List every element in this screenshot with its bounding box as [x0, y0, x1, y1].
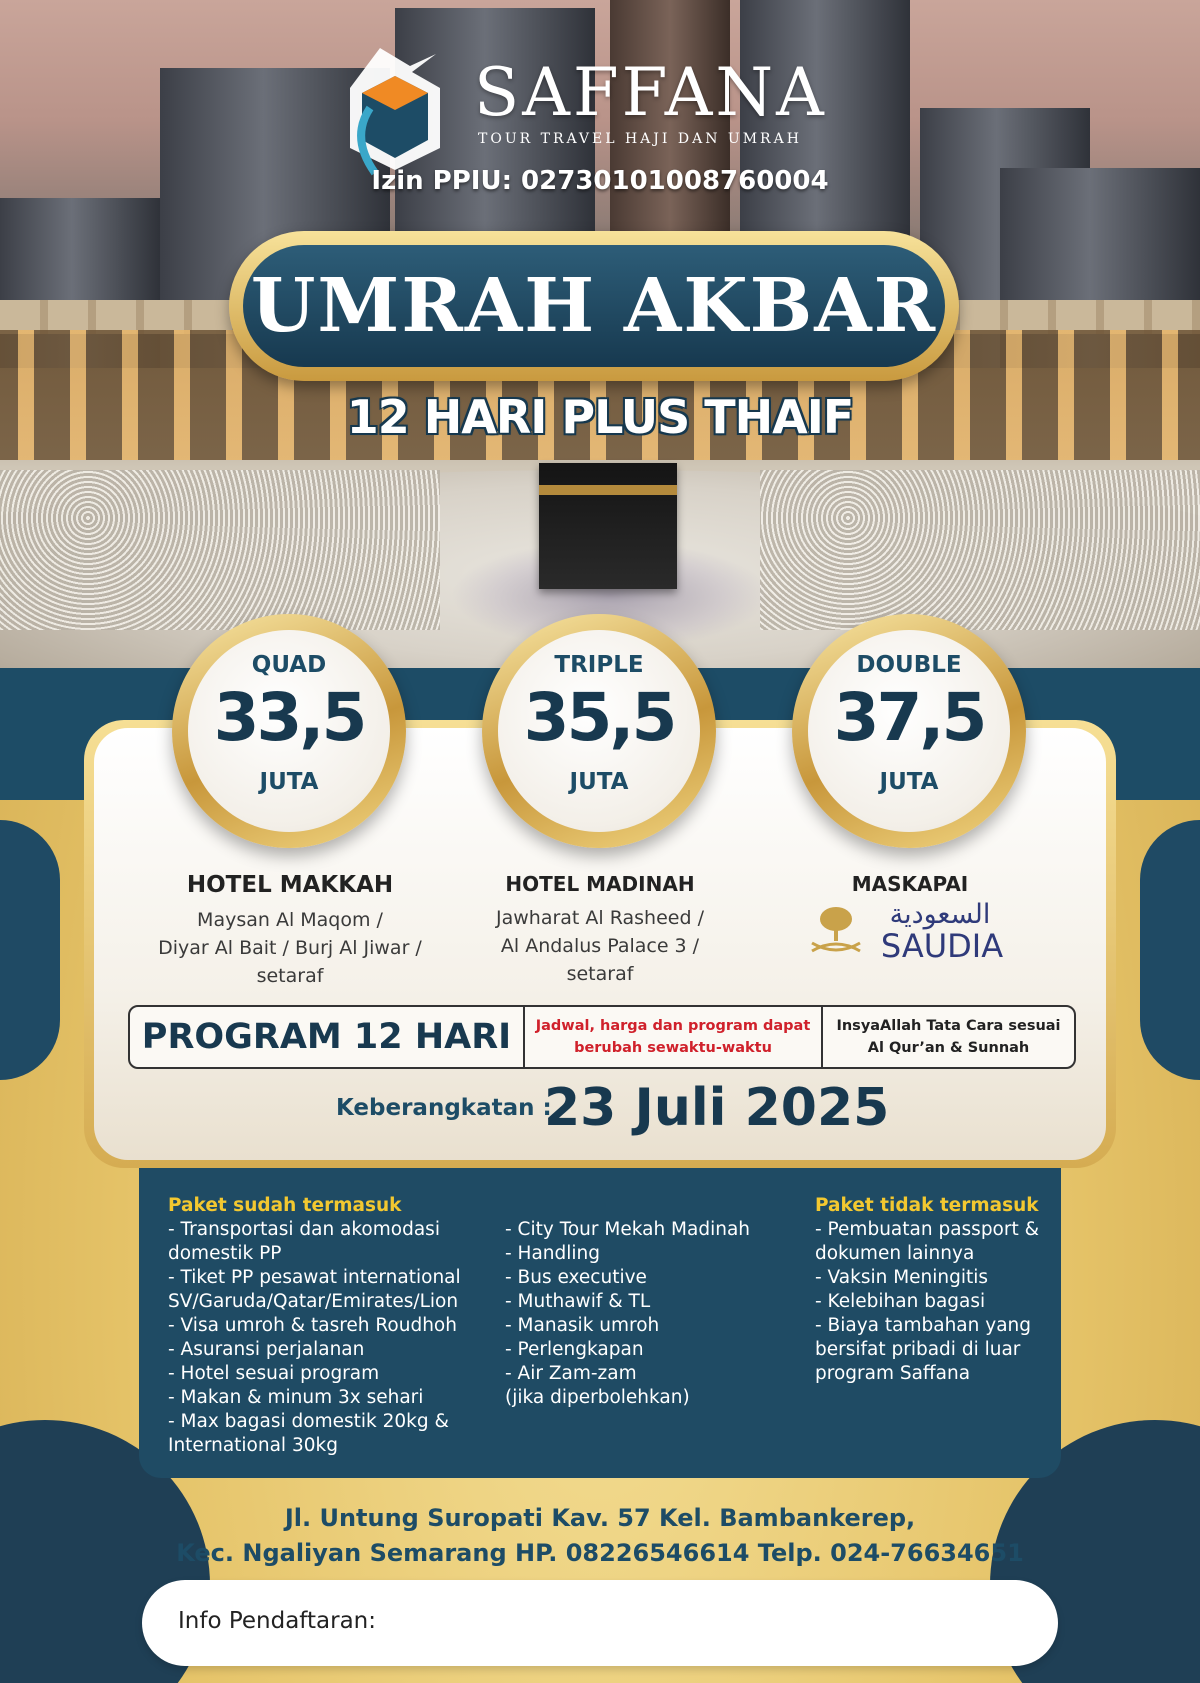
hotel-madinah-info — [460, 872, 740, 988]
list-item: - Hotel sesuai program — [168, 1363, 380, 1384]
program-notice — [525, 1007, 823, 1067]
list-item: International 30kg — [168, 1435, 338, 1456]
page-title: UMRAH AKBAR — [250, 263, 938, 349]
program-notice-line: Jadwal, harga dan program dapat — [535, 1018, 811, 1034]
included-heading: Paket sudah termasuk — [168, 1195, 402, 1216]
kaaba — [539, 463, 677, 589]
price-unit: JUTA — [569, 769, 629, 795]
list-item: - City Tour Mekah Madinah — [505, 1219, 751, 1240]
list-item: - Muthawif & TL — [505, 1291, 651, 1312]
program-note-line: InsyaAllah Tata Cara sesuai — [836, 1018, 1061, 1034]
registration-label: Info Pendaftaran: — [178, 1608, 376, 1634]
list-item: - Manasik umroh — [505, 1315, 660, 1336]
saffana-logo-icon — [340, 38, 450, 178]
price-badge-quad — [172, 614, 406, 848]
brand-tagline: TOUR TRAVEL HAJI DAN UMRAH — [478, 131, 802, 147]
departure-label: Keberangkatan : — [336, 1095, 552, 1121]
license-number: Izin PPIU: 02730101008760004 — [371, 166, 829, 196]
list-item: - Visa umroh & tasreh Roudhoh — [168, 1315, 457, 1336]
price-unit: JUTA — [879, 769, 939, 795]
price-badge-double — [792, 614, 1026, 848]
price-value: 37,5 — [833, 679, 985, 756]
excluded-heading: Paket tidak termasuk — [815, 1195, 1039, 1216]
list-item: - Pembuatan passport & — [815, 1219, 1040, 1240]
hotel-makkah-line: Diyar Al Bait / Burj Al Jiwar / — [158, 937, 422, 959]
departure-date: 23 Juli 2025 — [544, 1078, 890, 1138]
program-note-line: Al Qur’an & Sunnah — [867, 1040, 1030, 1056]
program-box — [128, 1005, 1076, 1069]
saudia-latin-text: SAUDIA — [880, 927, 1004, 961]
title-banner — [229, 231, 959, 381]
list-item: - Asuransi perjalanan — [168, 1339, 365, 1360]
list-item: - Tiket PP pesawat international — [168, 1267, 461, 1288]
brand-name: SAFFANA — [474, 54, 827, 131]
price-badge-triple — [482, 614, 716, 848]
hotel-madinah-line: setaraf — [566, 963, 634, 985]
price-type: QUAD — [251, 652, 327, 678]
package-details-panel — [139, 1168, 1061, 1478]
included-list-2 — [505, 1218, 750, 1410]
hotel-madinah-heading: HOTEL MADINAH — [505, 872, 695, 896]
decorative-side-shape — [1140, 820, 1200, 1080]
list-item: (jika diperbolehkan) — [505, 1387, 690, 1408]
address-line: Kec. Ngaliyan Semarang HP. 08226546614 Telp. 024-76634651 — [176, 1539, 1024, 1567]
list-item: - Air Zam-zam — [505, 1363, 637, 1384]
price-value: 35,5 — [523, 679, 675, 756]
list-item: - Biaya tambahan yang — [815, 1315, 1032, 1336]
palm-swords-icon — [812, 907, 860, 951]
list-item: bersifat pribadi di luar — [815, 1339, 1021, 1360]
list-item: - Bus executive — [505, 1267, 647, 1288]
price-unit: JUTA — [259, 769, 319, 795]
list-item: - Vaksin Meningitis — [815, 1267, 989, 1288]
hotel-makkah-info — [140, 872, 440, 990]
list-item: - Transportasi dan akomodasi — [168, 1219, 440, 1240]
list-item: - Max bagasi domestik 20kg & — [168, 1411, 449, 1432]
hotel-makkah-line: Maysan Al Maqom / — [197, 909, 383, 931]
hotel-makkah-line: setaraf — [256, 965, 324, 987]
excluded-list — [815, 1194, 1039, 1386]
registration-info-box — [142, 1580, 1058, 1666]
saudia-logo — [806, 897, 1016, 961]
saudia-arabic-text: السعودية — [889, 899, 991, 930]
price-type: DOUBLE — [856, 652, 962, 678]
hotel-madinah-line: Jawharat Al Rasheed / — [496, 907, 704, 929]
address-line: Jl. Untung Suropati Kav. 57 Kel. Bambankerep, — [284, 1504, 916, 1532]
list-item: dokumen lainnya — [815, 1243, 975, 1264]
program-note — [825, 1007, 1072, 1067]
list-item: domestik PP — [168, 1243, 282, 1264]
list-item: - Kelebihan bagasi — [815, 1291, 986, 1312]
list-item: SV/Garuda/Qatar/Emirates/Lion — [168, 1291, 459, 1312]
hotel-madinah-line: Al Andalus Palace 3 / — [500, 935, 700, 957]
list-item: program Saffana — [815, 1363, 971, 1384]
hotel-makkah-heading: HOTEL MAKKAH — [186, 872, 394, 898]
price-type: TRIPLE — [554, 652, 644, 678]
list-item: - Perlengkapan — [505, 1339, 644, 1360]
price-value: 33,5 — [213, 679, 365, 756]
included-list — [168, 1194, 461, 1458]
list-item: - Handling — [505, 1243, 601, 1264]
airline-heading: MASKAPAI — [851, 872, 969, 896]
list-item: - Makan & minum 3x sehari — [168, 1387, 424, 1408]
program-notice-line: berubah sewaktu-waktu — [574, 1040, 772, 1056]
page-subtitle: 12 HARI PLUS THAIF — [346, 390, 854, 444]
program-label: PROGRAM 12 HARI — [130, 1007, 525, 1067]
decorative-side-shape — [0, 820, 60, 1080]
office-address — [0, 1501, 1200, 1571]
